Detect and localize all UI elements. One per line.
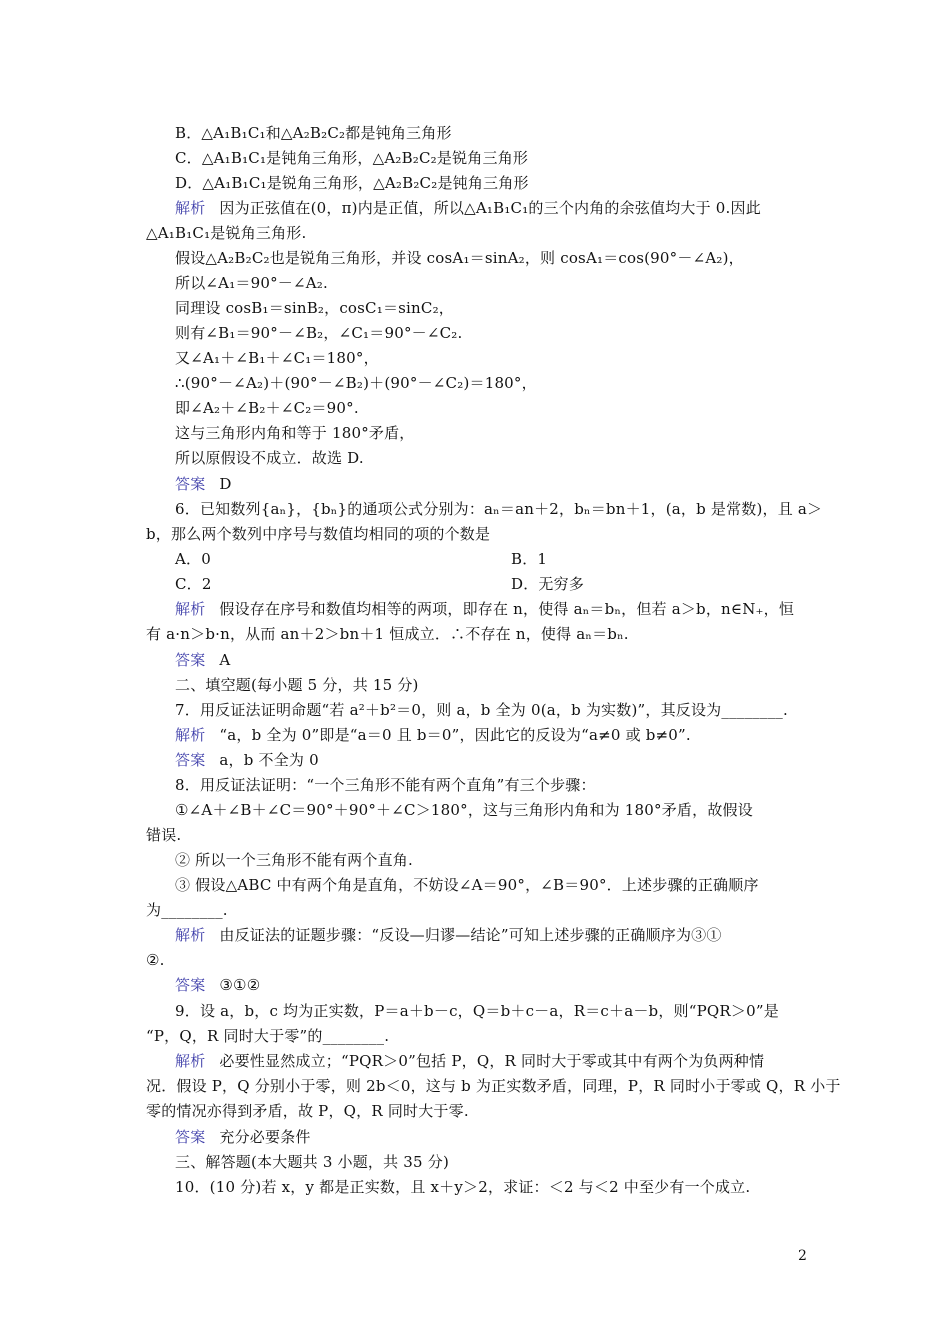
option-c-line: C．△A₁B₁C₁是钝角三角形，△A₂B₂C₂是锐角三角形	[175, 149, 529, 167]
text-line: ③ 假设△ABC 中有两个角是直角，不妨设∠A＝90°，∠B＝90°．上述步骤的正确顺序	[175, 876, 759, 894]
option-c: C．2	[175, 575, 212, 593]
option-d: D．无穷多	[511, 575, 585, 593]
answer-line: 答案 a，b 不全为 0	[175, 751, 319, 769]
answer-line: 答案 ③①②	[175, 976, 261, 994]
analysis-line: 解析 因为正弦值在(0，π)内是正值，所以△A₁B₁C₁的三个内角的余弦值均大于 0.因此	[175, 199, 761, 217]
text-line: 有 a·n＞b·n，从而 an＋2＞bn＋1 恒成立．∴不存在 n，使得 aₙ＝bₙ.	[146, 625, 629, 643]
answer-label: 答案	[175, 751, 206, 769]
text-line: 即∠A₂＋∠B₂＋∠C₂＝90°.	[175, 399, 359, 417]
text-line: 为________.	[146, 901, 228, 919]
analysis-label: 解析	[175, 726, 206, 744]
answer-label: 答案	[175, 475, 206, 493]
page-number: 2	[798, 1248, 807, 1264]
option-b-line: B．△A₁B₁C₁和△A₂B₂C₂都是钝角三角形	[175, 124, 452, 142]
text-line: 这与三角形内角和等于 180°矛盾，	[175, 424, 415, 442]
section-heading: 二、填空题(每小题 5 分，共 15 分)	[175, 676, 419, 694]
question-line: 7．用反证法证明命题“若 a²＋b²＝0，则 a，b 全为 0(a，b 为实数)”，其反设为________.	[175, 701, 788, 719]
text-line: 所以原假设不成立．故选 D.	[175, 449, 364, 467]
question-line: 8．用反证法证明：“一个三角形不能有两个直角”有三个步骤：	[175, 776, 596, 794]
text-line: 况．假设 P，Q 分别小于零，则 2b＜0，这与 b 为正实数矛盾，同理，P，R 同时小于零或 Q，R 小于	[146, 1077, 841, 1095]
analysis-label: 解析	[175, 1052, 206, 1070]
text-line: ② 所以一个三角形不能有两个直角.	[175, 851, 413, 869]
analysis-label: 解析	[175, 600, 206, 618]
text-line: ①∠A＋∠B＋∠C＝90°＋90°＋∠C＞180°，这与三角形内角和为 180°矛盾，故假设	[175, 801, 753, 819]
analysis-line: 解析 假设存在序号和数值均相等的两项，即存在 n，使得 aₙ＝bₙ，但若 a＞b，n∈N₊，恒	[175, 600, 795, 618]
option-d-line: D．△A₁B₁C₁是锐角三角形，△A₂B₂C₂是钝角三角形	[175, 174, 529, 192]
text-line: 假设△A₂B₂C₂也是锐角三角形，并设 cosA₁＝sinA₂，则 cosA₁＝cos(90°－∠A₂)，	[175, 249, 744, 267]
question-line: “P，Q，R 同时大于零”的________.	[146, 1027, 390, 1045]
text-line: 所以∠A₁＝90°－∠A₂.	[175, 274, 328, 292]
answer-line: 答案 A	[175, 651, 231, 669]
text-line: 零的情况亦得到矛盾，故 P，Q，R 同时大于零.	[146, 1102, 469, 1120]
answer-label: 答案	[175, 976, 206, 994]
answer-line: 答案 充分必要条件	[175, 1128, 311, 1146]
analysis-label: 解析	[175, 199, 206, 217]
option-b: B．1	[511, 550, 548, 568]
question-line: 9．设 a，b，c 均为正实数，P＝a＋b－c，Q＝b＋c－a，R＝c＋a－b，则“PQR＞0”是	[175, 1002, 779, 1020]
analysis-line: 解析 必要性显然成立；“PQR＞0”包括 P，Q，R 同时大于零或其中有两个为负两种情	[175, 1052, 765, 1070]
text-line: 则有∠B₁＝90°－∠B₂，∠C₁＝90°－∠C₂.	[175, 324, 463, 342]
options-row	[175, 548, 548, 570]
text-line: 错误.	[146, 826, 182, 844]
answer-label: 答案	[175, 651, 206, 669]
question-line: 10．(10 分)若 x，y 都是正实数，且 x＋y＞2，求证：＜2 与＜2 中至少有一个成立.	[175, 1178, 751, 1196]
question-line: b，那么两个数列中序号与数值均相同的项的个数是	[146, 525, 491, 543]
text-line: △A₁B₁C₁是锐角三角形.	[146, 224, 307, 242]
question-line: 6．已知数列{aₙ}，{bₙ}的通项公式分别为：aₙ＝an＋2，bₙ＝bn＋1，(a，b 是常数)，且 a＞	[175, 500, 823, 518]
section-heading: 三、解答题(本大题共 3 小题，共 35 分)	[175, 1153, 450, 1171]
options-row	[175, 573, 585, 595]
analysis-line: 解析 “a，b 全为 0”即是“a＝0 且 b＝0”，因此它的反设为“a≠0 或 b≠0”.	[175, 726, 691, 744]
analysis-label: 解析	[175, 926, 206, 944]
text-line: 又∠A₁＋∠B₁＋∠C₁＝180°，	[175, 349, 379, 367]
option-a: A．0	[175, 550, 211, 568]
text-line: ∴(90°－∠A₂)＋(90°－∠B₂)＋(90°－∠C₂)＝180°，	[175, 374, 537, 392]
text-line: 同理设 cosB₁＝sinB₂，cosC₁＝sinC₂，	[175, 299, 454, 317]
text-line: ②.	[146, 951, 165, 969]
analysis-line: 解析 由反证法的证题步骤：“反设—归谬—结论”可知上述步骤的正确顺序为③①	[175, 926, 722, 944]
answer-label: 答案	[175, 1128, 206, 1146]
answer-line: 答案 D	[175, 475, 232, 493]
